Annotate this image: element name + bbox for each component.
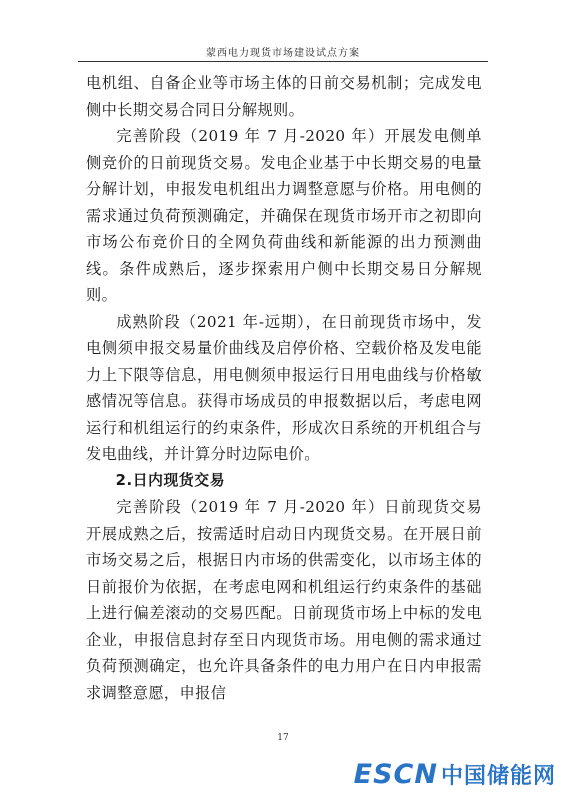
page-number: 17	[277, 733, 289, 743]
body-text	[86, 70, 482, 706]
paragraph-mature-stage: 成熟阶段（2021 年-远期），在日前现货市场中，发电侧须申报交易量价曲线及启停价格、空载价格及发电能力上下限等信息，用电侧须申报运行日用电曲线与价格敏感情况等信息。获得市场成员的申报数据以后，考虑电网运行和机组运行的约束条件，形成次日系统的开机组合与发电曲线，并计算分时边际电价。	[86, 312, 482, 463]
escn-watermark-logo	[354, 757, 556, 791]
paragraph-improvement-stage: 完善阶段（2019 年 7 月-2020 年）开展发电侧单侧竞价的日前现货交易。发电企业基于中长期交易的电量分解计划，申报发电机组出力调整意愿与价格。用电侧的需求通过负荷预测确定，并确保在现货市场开市之初即向市场公布竞价日的全网负荷曲线和新能源的出力预测曲线。条件成熟后，逐步探索用户侧中长期交易日分解规则。	[86, 127, 482, 304]
paragraph-intraday-improvement-stage: 完善阶段（2019 年 7 月-2020 年）日前现货交易开展成熟之后，按需适时启动日内现货交易。在开展日前市场交易之后，根据日内市场的供需变化，以市场主体的日前报价为依据，在考虑电网和机组运行约束条件的基础上进行偏差滚动的交易匹配。日前现货市场上中标的发电企业，申报信息封存至日内现货市场。用电侧的需求通过负荷预测确定，也允许具备条件的电力用户在日内申报需求调整意愿，申报信	[86, 498, 482, 702]
header-divider	[78, 61, 488, 62]
watermark-latin-text: ESCN	[353, 758, 438, 790]
section-heading-intraday-trading: 2.日内现货交易	[115, 471, 226, 489]
watermark-cjk-text: 中国储能网	[440, 763, 556, 789]
paragraph-continuation: 电机组、自备企业等市场主体的日前交易机制；完成发电侧中长期交易合同日分解规则。	[86, 74, 482, 119]
running-header: 蒙西电力现货市场建设试点方案	[206, 48, 360, 59]
